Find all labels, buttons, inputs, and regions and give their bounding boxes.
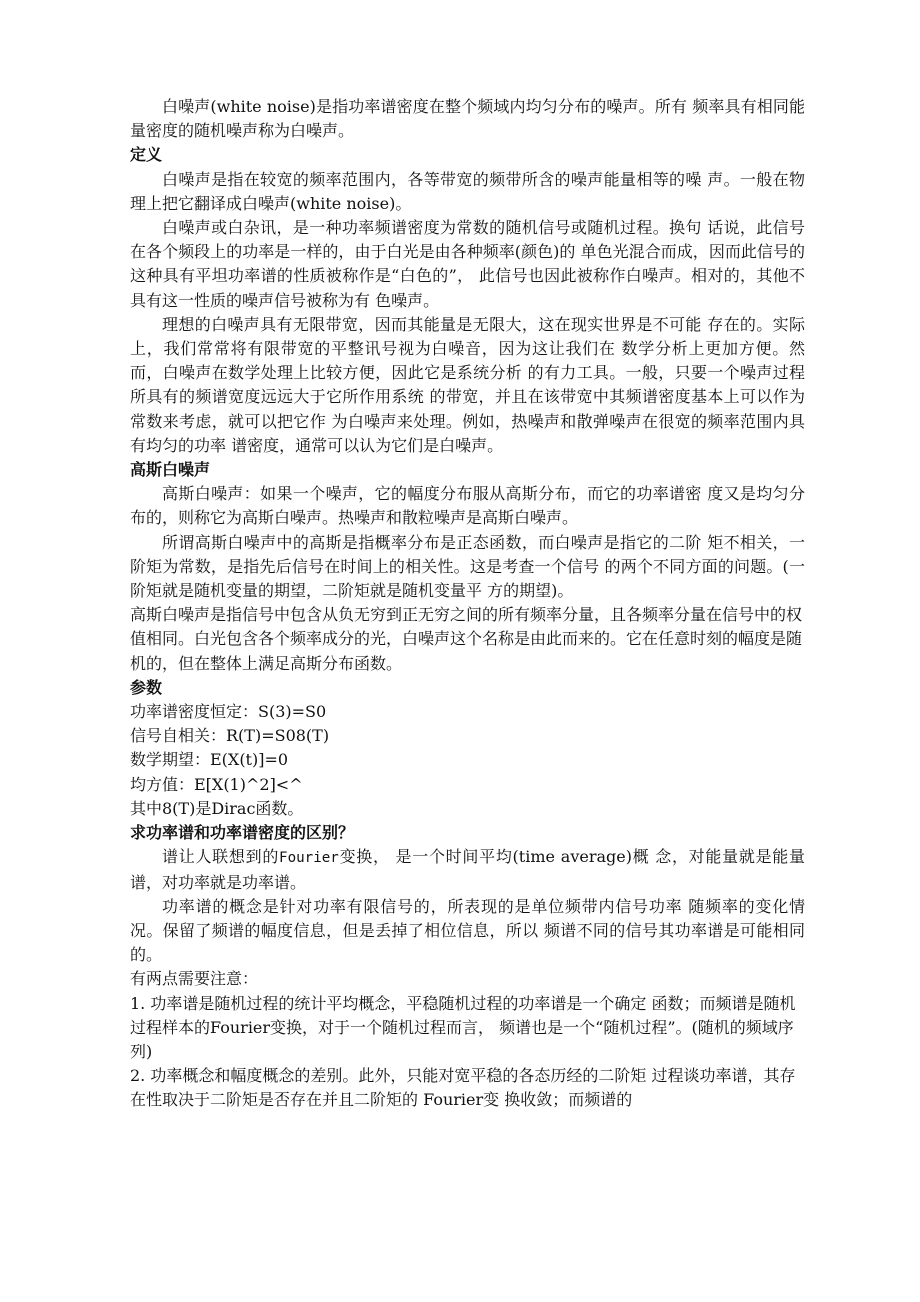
definition-heading: 定义 bbox=[130, 145, 163, 165]
difference-text: 变换， 是一个时间平均(time average)概 念，对能量就是能量谱，对功率就是功率谱。 bbox=[130, 847, 805, 892]
param-line: 均方值：E[X(1)^2]<^ bbox=[130, 774, 303, 794]
difference-heading: 求功率谱和功率谱密度的区别？ bbox=[130, 823, 355, 843]
note-item-1: 1. 功率谱是随机过程的统计平均概念，平稳随机过程的功率谱是一个确定 函数；而频谱是随机过程样本的Fourier变换，对于一个随机过程而言， 频谱也是一个“随机过程”。(随机的频域序列) bbox=[130, 993, 796, 1061]
params-heading: 参数 bbox=[130, 677, 163, 697]
definition-paragraph-2: 白噪声或白杂讯，是一种功率频谱密度为常数的随机信号或随机过程。换句 话说，此信号在各个频段上的功率是一样的，由于白光是由各种频率(颜色)的 单色光混合而成，因而此信号的这种具有平坦功率谱的性质被称作是“白色的”， 此信号也因此被称作白噪声。相对的，其他不具有这一性质的噪声信号被称为有 色噪声。 bbox=[130, 218, 805, 310]
definition-paragraph-1: 白噪声是指在较宽的频率范围内，各等带宽的频带所含的噪声能量相等的噪 声。一般在物理上把它翻译成白噪声(white noise)。 bbox=[130, 169, 805, 213]
param-line: 功率谱密度恒定：S(3)=S0 bbox=[130, 702, 327, 722]
gaussian-paragraph-2: 所谓高斯白噪声中的高斯是指概率分布是正态函数，而白噪声是指它的二阶 矩不相关，一阶矩为常数，是指先后信号在时间上的相关性。这是考查一个信号 的两个不同方面的问题。(一阶矩就是随机变量的期望，二阶矩就是随机变量平 方的期望)。 bbox=[130, 532, 805, 601]
note-item-2: 2. 功率概念和幅度概念的差别。此外，只能对宽平稳的各态历经的二阶矩 过程谈功率谱，其存在性取决于二阶矩是否存在并且二阶矩的 Fourier变 换收敛；而频谱的 bbox=[130, 1066, 796, 1110]
difference-text: 谱让人联想到的 bbox=[162, 847, 280, 867]
gaussian-paragraph-1: 高斯白噪声：如果一个噪声，它的幅度分布服从高斯分布，而它的功率谱密 度又是均匀分布的，则称它为高斯白噪声。热噪声和散粒噪声是高斯白噪声。 bbox=[130, 484, 805, 528]
intro-paragraph: 白噪声(white noise)是指功率谱密度在整个频域内均匀分布的噪声。所有 频率具有相同能量密度的随机噪声称为白噪声。 bbox=[130, 97, 805, 141]
gaussian-paragraph-3: 高斯白噪声是指信号中包含从负无穷到正无穷之间的所有频率分量，且各频率分量在信号中的权值相同。白光包含各个频率成分的光，白噪声这个名称是由此而来的。它在任意时刻的幅度是随机的，但在整体上满足高斯分布函数。 bbox=[130, 605, 803, 673]
document-page bbox=[130, 95, 805, 1113]
fourier-term: Fourier bbox=[279, 850, 339, 867]
param-line: 其中8(T)是Dirac函数。 bbox=[130, 798, 304, 818]
note-intro: 有两点需要注意： bbox=[130, 969, 259, 989]
param-line: 信号自相关：R(T)=S08(T) bbox=[130, 726, 330, 746]
definition-paragraph-3: 理想的白噪声具有无限带宽，因而其能量是无限大，这在现实世界是不可能 存在的。实际上，我们常常将有限带宽的平整讯号视为白噪音，因为这让我们在 数学分析上更加方便。然而，白噪声在数学处理上比较方便，因此它是系统分析 的有力工具。一般，只要一个噪声过程所具有的频谱宽度远远大于它所作用系统 的带宽，并且在该带宽中其频谱密度基本上可以作为常数来考虑，就可以把它作 为白噪声来处理。例如，热噪声和散弹噪声在很宽的频率范围内具有均匀的功率 谱密度，通常可以认为它们是白噪声。 bbox=[130, 314, 805, 455]
param-line: 数学期望：E(X(t)]=0 bbox=[130, 750, 289, 770]
gaussian-heading: 高斯白噪声 bbox=[130, 460, 211, 480]
difference-paragraph-2: 功率谱的概念是针对功率有限信号的，所表现的是单位频带内信号功率 随频率的变化情况。保留了频谱的幅度信息，但是丢掉了相位信息，所以 频谱不同的信号其功率谱是可能相同的。 bbox=[130, 896, 805, 965]
difference-paragraph-1 bbox=[130, 845, 805, 894]
